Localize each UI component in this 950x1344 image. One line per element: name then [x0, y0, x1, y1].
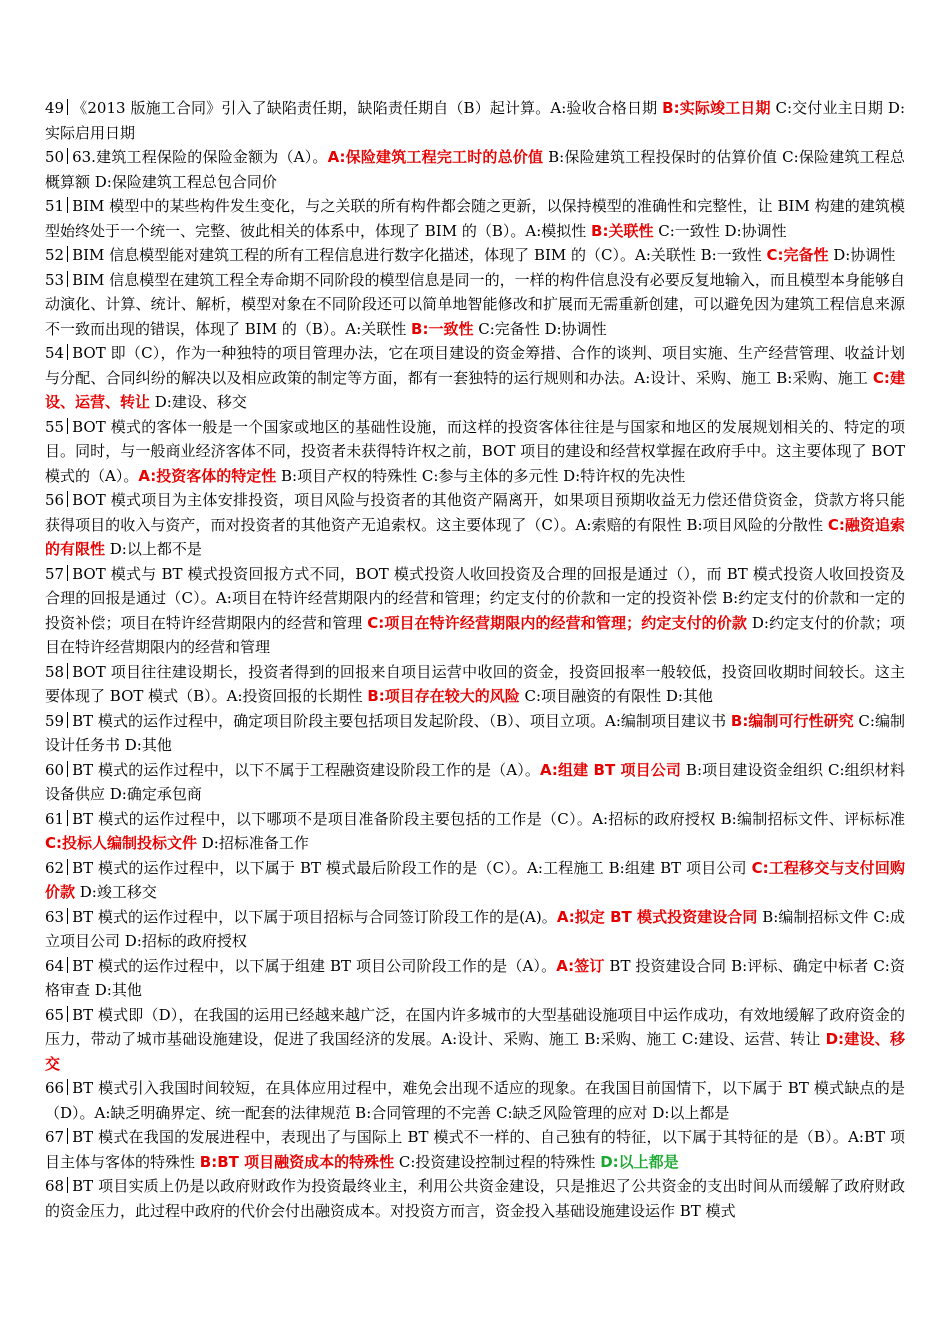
question-item [45, 488, 905, 562]
question-text: D:建设、移交 [150, 393, 247, 411]
question-number: 60 [45, 760, 65, 779]
question-number: 68 [45, 1177, 65, 1195]
question-text: 63.建筑工程保险的保险金额为（A）。 [72, 148, 328, 166]
question-item [45, 905, 905, 954]
question-text: D:约定支付的价款；项目在特许经营期限内的经营和管理 [45, 613, 905, 656]
correct-answer: C:工程移交与支付回购价款 [45, 858, 905, 901]
question-text: C:完备性 D:协调性 [473, 319, 607, 338]
question-item [45, 709, 905, 758]
number-separator [67, 663, 68, 679]
question-number: 55 [45, 417, 65, 436]
correct-answer: C:完备性 [766, 246, 829, 264]
question-text: C:投资建设控制过程的特殊性 [394, 1152, 601, 1171]
correct-answer: C:投标人编制投标文件 [45, 834, 198, 852]
question-item [45, 660, 905, 709]
correct-answer: B:项目存在较大的风险 [367, 687, 520, 705]
question-number: 56 [45, 491, 65, 509]
number-separator [67, 148, 68, 164]
question-item [45, 954, 905, 1003]
question-text: B:编制招标文件 C:成立项目公司 D:招标的政府授权 [45, 907, 905, 950]
correct-answer: B:关联性 [591, 221, 654, 240]
question-item [45, 856, 905, 905]
question-text: C:编制设计任务书 D:其他 [45, 711, 905, 754]
number-separator [67, 1128, 68, 1144]
question-number: 54 [45, 344, 65, 362]
question-text: BOT 模式的客体一般是一个国家或地区的基础性设施，而这样的投资客体往往是与国家和地区的发展规划相关的、特定的项目。同时，与一般商业经济客体不同，投资者未获得特许权之前，BOT 项目的建设和经营权掌握在政府手中。这主要体现了 BOT 模式的（A）。 [45, 417, 905, 485]
question-text: BIM 信息模型在建筑工程全寿命期不同阶段的模型信息是同一的，一样的构件信息没有必要反复地输入，而且模型本身能够自动演化、计算、统计、解析，模型对象在不同阶段还可以简单地智能修改和扩展而无需重新创建，可以避免因为建筑工程信息来源不一致而出现的错误，体现了 BIM 的（B）。A:关联性 [45, 270, 905, 338]
question-item [45, 807, 905, 856]
correct-answer: C:项目在特许经营期限内的经营和管理；约定支付的价款 [367, 613, 748, 632]
question-text: BOT 即（C），作为一种独特的项目管理办法，它在项目建设的资金筹措、合作的谈判、项目实施、生产经营管理、收益计划与分配、合同纠纷的解决以及相应政策的制定等方面，都有一套独特的运行规则和办法。A:设计、采购、施工 B:采购、施工 [45, 344, 905, 387]
question-number: 67 [45, 1128, 65, 1146]
question-number: 50 [45, 148, 65, 166]
number-separator [67, 344, 68, 360]
correct-answer: A:签订 [556, 956, 605, 975]
question-item [45, 268, 905, 342]
question-number: 52 [45, 246, 65, 264]
correct-answer: B:实际竣工日期 [662, 99, 771, 117]
number-separator [67, 271, 68, 287]
question-item [45, 194, 905, 243]
highlighted-option: D:以上都是 [600, 1152, 679, 1171]
question-text: BT 模式的运作过程中，以下属于项目招标与合同签订阶段工作的是(A)。 [72, 907, 557, 926]
question-number: 57 [45, 564, 65, 583]
question-text: BT 投资建设合同 B:评标、确定中标者 C:资格审查 D:其他 [45, 956, 906, 999]
question-text: BOT 模式项目为主体安排投资，项目风险与投资者的其他资产隔离开，如果项目预期收益无力偿还借贷资金，贷款方将只能获得项目的收入与资产，而对投资者的其他资产无追索权。这主要体现了（C）。A:索赔的有限性 B:项目风险的分散性 [45, 491, 905, 534]
correct-answer: A:保险建筑工程完工时的总价值 [327, 148, 544, 166]
question-number: 59 [45, 711, 65, 730]
question-text: BT 模式的运作过程中，以下哪项不是项目准备阶段主要包括的工作是（C）。A:招标的政府授权 B:编制招标文件、评标标准 [72, 809, 905, 828]
number-separator [67, 1079, 68, 1095]
question-number: 66 [45, 1079, 65, 1097]
question-text: C:一致性 D:协调性 [653, 221, 787, 240]
number-separator [67, 859, 68, 875]
question-text: D:协调性 [828, 246, 896, 264]
question-item [45, 243, 905, 268]
question-item [45, 96, 905, 145]
question-item [45, 1076, 905, 1125]
question-item [45, 341, 905, 415]
question-text: BT 模式的运作过程中，以下属于组建 BT 项目公司阶段工作的是（A）。 [72, 956, 557, 975]
question-number: 53 [45, 270, 65, 289]
correct-answer: A:拟定 BT 模式投资建设合同 [556, 907, 758, 926]
question-text: C:交付业主日期 D:实际启用日期 [45, 99, 905, 142]
question-text: BIM 模型中的某些构件发生变化，与之关联的所有构件都会随之更新，以保持模型的准确性和完整性，让 BIM 构建的建筑模型始终处于一个统一、完整、彼此相关的体系中，体现了 BIM 的（B）。A:模拟性 [45, 197, 905, 240]
question-text: BT 模式的运作过程中，以下属于 BT 模式最后阶段工作的是（C）。A:工程施工 B:组建 BT 项目公司 [72, 858, 752, 877]
question-item [45, 1125, 905, 1174]
question-number: 65 [45, 1005, 65, 1024]
number-separator [67, 712, 68, 728]
question-text: B:保险建筑工程投保时的估算价值 C:保险建筑工程总概算额 D:保险建筑工程总包合同价 [45, 148, 905, 191]
question-number: 49 [45, 99, 65, 117]
number-separator [67, 565, 68, 581]
question-item [45, 415, 905, 489]
correct-answer: C:建设、运营、转让 [45, 368, 905, 411]
question-text: BOT 模式与 BT 模式投资回报方式不同，BOT 模式投资人收回投资及合理的回报是通过（），而 BT 模式投资人收回投资及合理的回报是通过（C）。A:项目在特许经营期限内的经营和管理；约定支付的价款和一定的投资补偿 B:约定支付的价款和一定的投资补偿；项目在特许经营期限内的经营和管理 [45, 564, 905, 632]
correct-answer: A:投资客体的特定性 [138, 466, 277, 485]
question-item [45, 562, 905, 660]
question-item [45, 758, 905, 807]
correct-answer: A:组建 BT 项目公司 [539, 760, 682, 779]
question-text: B:项目建设资金组织 C:组织材料设备供应 D:确定承包商 [45, 760, 905, 803]
question-text: BIM 信息模型能对建筑工程的所有工程信息进行数字化描述，体现了 BIM 的（C）。A:关联性 B:一致性 [72, 246, 767, 264]
question-number: 58 [45, 662, 65, 681]
number-separator [67, 957, 68, 973]
number-separator [67, 908, 68, 924]
question-text: D:以上都不是 [105, 540, 202, 558]
question-text: BT 项目实质上仍是以政府财政作为投资最终业主，利用公共资金建设，只是推迟了公共资金的支出时间从而缓解了政府财政的资金压力，此过程中政府的代价会付出融资成本。对投资方而言，资金投入基础设施建设运作 BT 模式 [45, 1177, 905, 1220]
question-text: BT 模式引入我国时间较短，在具体应用过程中，难免会出现不适应的现象。在我国目前国情下，以下属于 BT 模式缺点的是（D）。A:缺乏明确界定、统一配套的法律规范 B:合同管理的不完善 C:缺乏风险管理的应对 D:以上都是 [45, 1079, 905, 1122]
number-separator [67, 1006, 68, 1022]
question-number: 51 [45, 197, 65, 215]
question-item [45, 1174, 905, 1223]
question-text: BOT 项目往往建设期长，投资者得到的回报来自项目运营中收回的资金，投资回报率一般较低，投资回收期时间较长。这主要体现了 BOT 模式（B）。A:投资回报的长期性 [45, 662, 905, 705]
question-number: 61 [45, 809, 65, 828]
number-separator [67, 810, 68, 826]
question-text: D:竣工移交 [75, 883, 157, 901]
number-separator [67, 1177, 68, 1193]
question-text: BT 模式即（D），在我国的运用已经越来越广泛，在国内许多城市的大型基础设施项目中运作成功，有效地缓解了政府资金的压力，带动了城市基础设施建设，促进了我国经济的发展。A:设计、采购、施工 B:采购、施工 C:建设、运营、转让 [45, 1005, 905, 1048]
number-separator [67, 99, 68, 115]
question-number: 62 [45, 858, 65, 877]
correct-answer: B:BT 项目融资成本的特殊性 [199, 1152, 395, 1171]
document-body [45, 96, 905, 1223]
number-separator [67, 761, 68, 777]
correct-answer: B:一致性 [411, 319, 474, 338]
number-separator [67, 418, 68, 434]
correct-answer: D:建设、移交 [45, 1030, 905, 1073]
question-text: D:招标准备工作 [197, 834, 309, 852]
correct-answer: B:编制可行性研究 [730, 711, 854, 730]
correct-answer: C:融资追索的有限性 [45, 515, 905, 558]
question-text: B:项目产权的特殊性 C:参与主体的多元性 D:特许权的先决性 [276, 466, 686, 485]
question-text: C:项目融资的有限性 D:其他 [519, 687, 713, 705]
question-text: BT 模式的运作过程中，以下不属于工程融资建设阶段工作的是（A）。 [72, 760, 540, 779]
question-number: 63 [45, 907, 65, 926]
number-separator [67, 246, 68, 262]
question-text: 《2013 版施工合同》引入了缺陷责任期，缺陷责任期自（B）起计算。A:验收合格日期 [72, 99, 663, 117]
question-item [45, 1003, 905, 1077]
number-separator [67, 491, 68, 507]
question-text: BT 模式在我国的发展进程中，表现出了与国际上 BT 模式不一样的、自己独有的特征，以下属于其特征的是（B）。A:BT 项目主体与客体的特殊性 [45, 1128, 905, 1171]
number-separator [67, 197, 68, 213]
question-number: 64 [45, 956, 65, 975]
question-text: BT 模式的运作过程中，确定项目阶段主要包括项目发起阶段、（B）、项目立项。A:编制项目建议书 [72, 711, 731, 730]
question-item [45, 145, 905, 194]
